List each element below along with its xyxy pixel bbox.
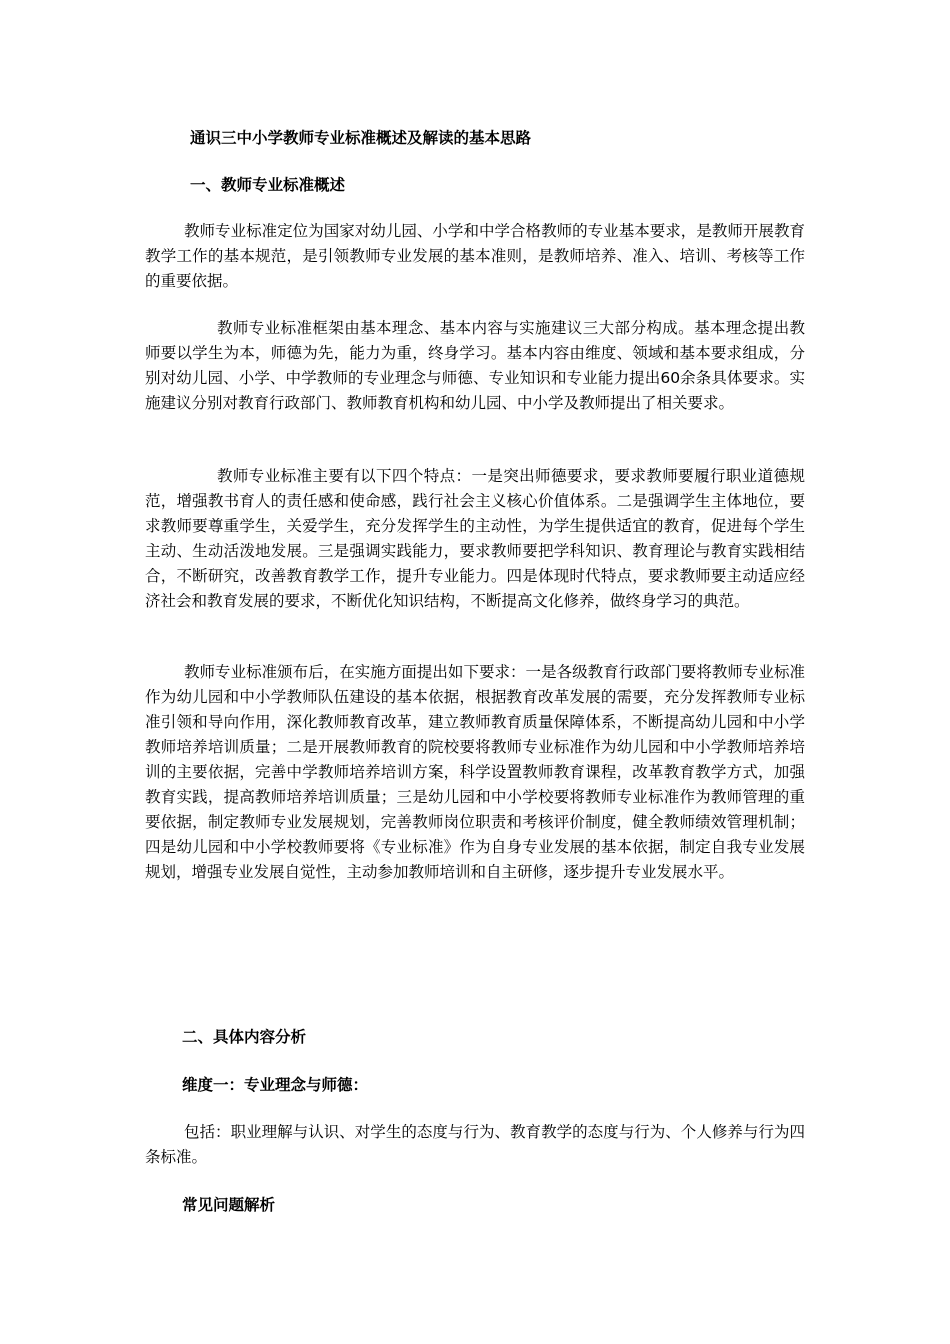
faq-heading: 常见问题解析 [182,1196,276,1214]
paragraph-features: 教师专业标准主要有以下四个特点：一是突出师德要求，要求教师要履行职业道德规范，增强教书育人的责任感和使命感，践行社会主义核心价值体系。二是强调学生主体地位，要求教师要尊重学生，关爱学生，充分发挥学生的主动性，为学生提供适宜的教育，促进每个学生主动、生动活泼地发展。三是强调实践能力，要求教师要把学科知识、教育理论与教育实践相结合，不断研究，改善教育教学工作，提升专业能力。四是体现时代特点，要求教师要主动适应经济社会和教育发展的要求，不断优化知识结构，不断提高文化修养，做终身学习的典范。 [145,467,805,610]
section-1-heading: 一、教师专业标准概述 [190,176,346,194]
dimension-1-heading: 维度一：专业理念与师德： [182,1076,369,1094]
paragraph-implementation: 教师专业标准颁布后，在实施方面提出如下要求：一是各级教育行政部门要将教师专业标准作为幼儿园和中小学教师队伍建设的基本依据，根据教育改革发展的需要，充分发挥教师专业标准引领和导向作用，深化教师教育改革，建立教师教育质量保障体系，不断提高幼儿园和中小学教师培养培训质量；二是开展教师教育的院校要将教师专业标准作为幼儿园和中小学教师培养培训的主要依据，完善中学教师培养培训方案，科学设置教师教育课程，改革教育教学方式，加强教育实践，提高教师培养培训质量；三是幼儿园和中小学校要将教师专业标准作为教师管理的重要依据，制定教师专业发展规划，完善教师岗位职责和考核评价制度，健全教师绩效管理机制；四是幼儿园和中小学校教师要将《专业标准》作为自身专业发展的基本依据，制定自我专业发展规划，增强专业发展自觉性，主动参加教师培训和自主研修，逐步提升专业发展水平。 [145,663,805,881]
document-title: 通识三中小学教师专业标准概述及解读的基本思路 [190,129,532,147]
section-2-heading: 二、具体内容分析 [182,1028,307,1046]
dimension-1-text: 包括：职业理解与认识、对学生的态度与行为、教育教学的态度与行为、个人修养与行为四条标准。 [145,1123,805,1166]
paragraph-framework: 教师专业标准框架由基本理念、基本内容与实施建议三大部分构成。基本理念提出教师要以学生为本，师德为先，能力为重，终身学习。基本内容由维度、领域和基本要求组成，分别对幼儿园、小学、中学教师的专业理念与师德、专业知识和专业能力提出60余条具体要求。实施建议分别对教育行政部门、教师教育机构和幼儿园、中小学及教师提出了相关要求。 [145,319,805,412]
paragraph-positioning: 教师专业标准定位为国家对幼儿园、小学和中学合格教师的专业基本要求，是教师开展教育教学工作的基本规范，是引领教师专业发展的基本准则，是教师培养、准入、培训、考核等工作的重要依据。 [145,222,805,290]
